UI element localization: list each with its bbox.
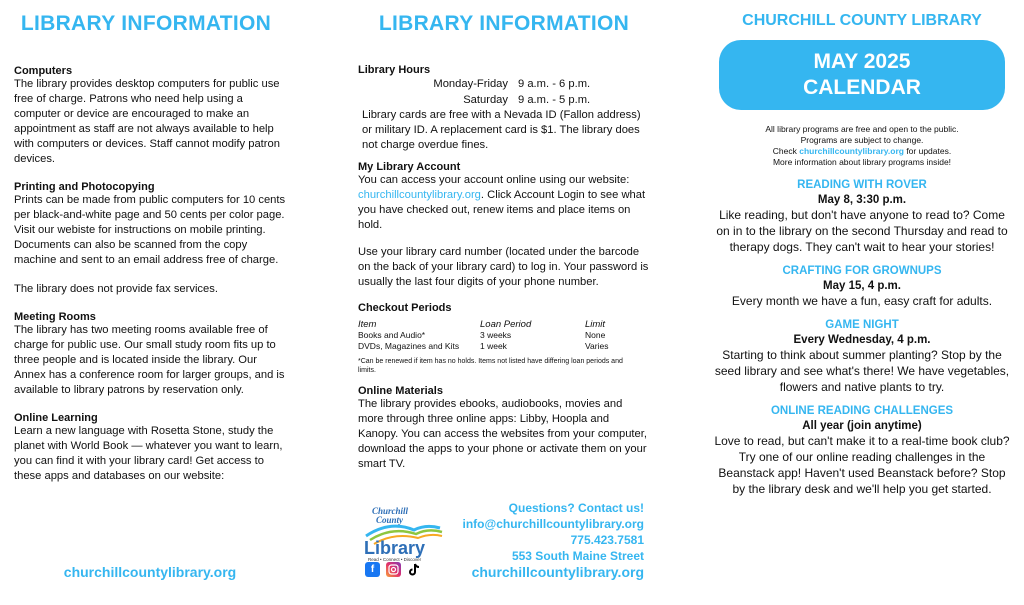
table-row [358, 330, 608, 341]
event-description: Like reading, but don't have anyone to read to? Come on in to the library on the second Thursday and read to therapy dogs. They can't wait to hear your stories! [716, 208, 1008, 254]
checkout-header-row [358, 319, 608, 330]
library-logo [360, 500, 444, 562]
section-heading-online-learning: Online Learning [14, 412, 98, 424]
section-heading-hours: Library Hours [358, 64, 431, 76]
section-body-online-materials: The library provides ebooks, audiobooks, movies and more through three online apps: Libby, Hoopla and Kanopy. You can access the websites from your computer, download the apps to your phone or activate them on your smart TV. [358, 398, 647, 470]
event-when: May 15, 4 p.m. [823, 280, 901, 292]
event-when: All year (join anytime) [802, 420, 922, 432]
facebook-icon[interactable]: f [365, 562, 380, 577]
hours-time: 9 a.m. - 6 p.m. [518, 78, 591, 90]
tiktok-icon[interactable] [407, 562, 422, 577]
library-name-heading: CHURCHILL COUNTY LIBRARY [742, 12, 982, 29]
column-title: LIBRARY INFORMATION [20, 12, 272, 35]
hours-day: Saturday [463, 94, 508, 106]
intro-website-link[interactable]: churchillcountylibrary.org [799, 146, 904, 156]
column-library-info-middle [350, 0, 650, 605]
logo-line1: Churchill [372, 506, 409, 516]
section-body-account [358, 173, 650, 233]
event-when: Every Wednesday, 4 p.m. [793, 334, 931, 346]
contact-phone[interactable]: 775.423.7581 [570, 533, 644, 547]
checkout-footnote: *Can be renewed if item has no holds. Items not listed have differing loan periods and limits. [358, 358, 623, 374]
logo-line2: County [376, 515, 404, 525]
table-cell: None [585, 330, 606, 340]
contact-heading: Questions? Contact us! [508, 501, 644, 515]
calendar-title-box [719, 40, 1005, 110]
header-cell: Loan Period [480, 319, 532, 330]
contact-website[interactable]: churchillcountylibrary.org [471, 564, 644, 580]
website-link[interactable]: churchillcountylibrary.org [63, 564, 237, 580]
hours-row [358, 92, 650, 108]
hours-table [358, 76, 650, 108]
column-calendar [712, 0, 1012, 605]
event-when: May 8, 3:30 p.m. [817, 194, 907, 206]
section-heading-computers: Computers [14, 65, 73, 77]
calendar-title-line1: MAY 2025 [813, 50, 911, 73]
contact-address: 553 South Maine Street [511, 549, 644, 563]
account-text: . Click Account Login to see what you have checked out, renew items and place items on hold. [358, 189, 646, 231]
intro-text: Check [772, 146, 800, 156]
logo-tagline: Read • Connect • Discover [368, 557, 422, 562]
book-logo-icon [360, 500, 444, 562]
event-title: CRAFTING FOR GROWNUPS [782, 265, 942, 277]
section-body-account-login: Use your library card number (located under the barcode on the back of your library card) to log in. Your password is usually the last four digits of your phone number. [358, 246, 649, 288]
calendar-intro [712, 124, 1012, 168]
section-heading-account: My Library Account [358, 161, 461, 173]
hours-time: 9 a.m. - 5 p.m. [518, 94, 591, 106]
event-description: Love to read, but can't make it to a real-time book club? Try one of our online reading challenges in the Beanstack app! Haven't used Beanstack before? Stop by the library desk and we'll help you get started. [714, 434, 1010, 496]
column-library-info-left [0, 0, 300, 605]
contact-email[interactable]: info@churchillcountylibrary.org [462, 517, 644, 531]
section-body-computers: The library provides desktop computers for public use free of charge. Patrons who need help using a computer or device are encouraged to make an appointment as staff are not always available to help with computers or devices. Staff cannot modify patron devices. [14, 78, 280, 165]
account-website-link[interactable]: churchillcountylibrary.org [358, 189, 481, 201]
calendar-title-line2: CALENDAR [803, 76, 921, 99]
intro-text: for updates. [903, 146, 952, 156]
table-cell: Books and Audio* [358, 330, 426, 340]
section-heading-checkout: Checkout Periods [358, 302, 452, 314]
intro-line [712, 146, 1012, 157]
intro-line: Programs are subject to change. [800, 135, 924, 145]
intro-line: More information about library programs inside! [772, 157, 952, 167]
header-cell: Item [358, 319, 377, 330]
section-heading-printing: Printing and Photocopying [14, 181, 155, 193]
event-title: ONLINE READING CHALLENGES [770, 405, 954, 417]
contact-block [446, 500, 644, 580]
section-body-printing: Prints can be made from public computers for 10 cents per black-and-white page and 50 cents per color page. Visit our webiste for instructions on mobile printing. Documents can also be scanned from the copy machine and sent to an email address free of charge. [14, 194, 286, 266]
table-row [358, 341, 608, 352]
column-title: LIBRARY INFORMATION [378, 12, 630, 35]
table-cell: Varies [585, 341, 609, 351]
table-cell: DVDs, Magazines and Kits [358, 341, 460, 351]
event-description: Every month we have a fun, easy craft for adults. [731, 294, 993, 308]
event-description: Starting to think about summer planting? Stop by the seed library and see what's there! We have vegetables, flowers and native plants to try. [714, 348, 1010, 394]
checkout-table [358, 319, 608, 352]
table-cell: 3 weeks [480, 330, 512, 340]
logo-word: Library [364, 538, 426, 558]
fax-note: The library does not provide fax services. [14, 283, 218, 295]
event-title: GAME NIGHT [825, 319, 899, 331]
account-text: You can access your account online using our website: [358, 174, 630, 186]
hours-day: Monday-Friday [433, 78, 508, 90]
intro-line: All library programs are free and open to the public. [765, 124, 959, 134]
header-cell: Limit [585, 319, 606, 330]
hours-row [358, 76, 650, 92]
event-title: READING WITH ROVER [797, 179, 927, 191]
instagram-icon[interactable] [386, 562, 401, 577]
section-body-meeting-rooms: The library has two meeting rooms available free of charge for public use. Our small study room fits up to three people and is located inside the library. Our Annex has a conference room for larger groups, and is available to library patrons by reservation only. [14, 324, 285, 396]
library-card-note: Library cards are free with a Nevada ID (Fallon address) or military ID. A replacement card is $1. The library does not charge overdue fines. [362, 109, 641, 151]
social-links [365, 562, 422, 577]
section-heading-online-materials: Online Materials [358, 385, 443, 397]
section-body-online-learning: Learn a new language with Rosetta Stone, study the planet with World Book — whatever you want to learn, you can find it with your library card! Get access to these apps and databases on our website: [14, 425, 283, 482]
table-cell: 1 week [480, 341, 507, 351]
section-heading-meeting-rooms: Meeting Rooms [14, 311, 96, 323]
